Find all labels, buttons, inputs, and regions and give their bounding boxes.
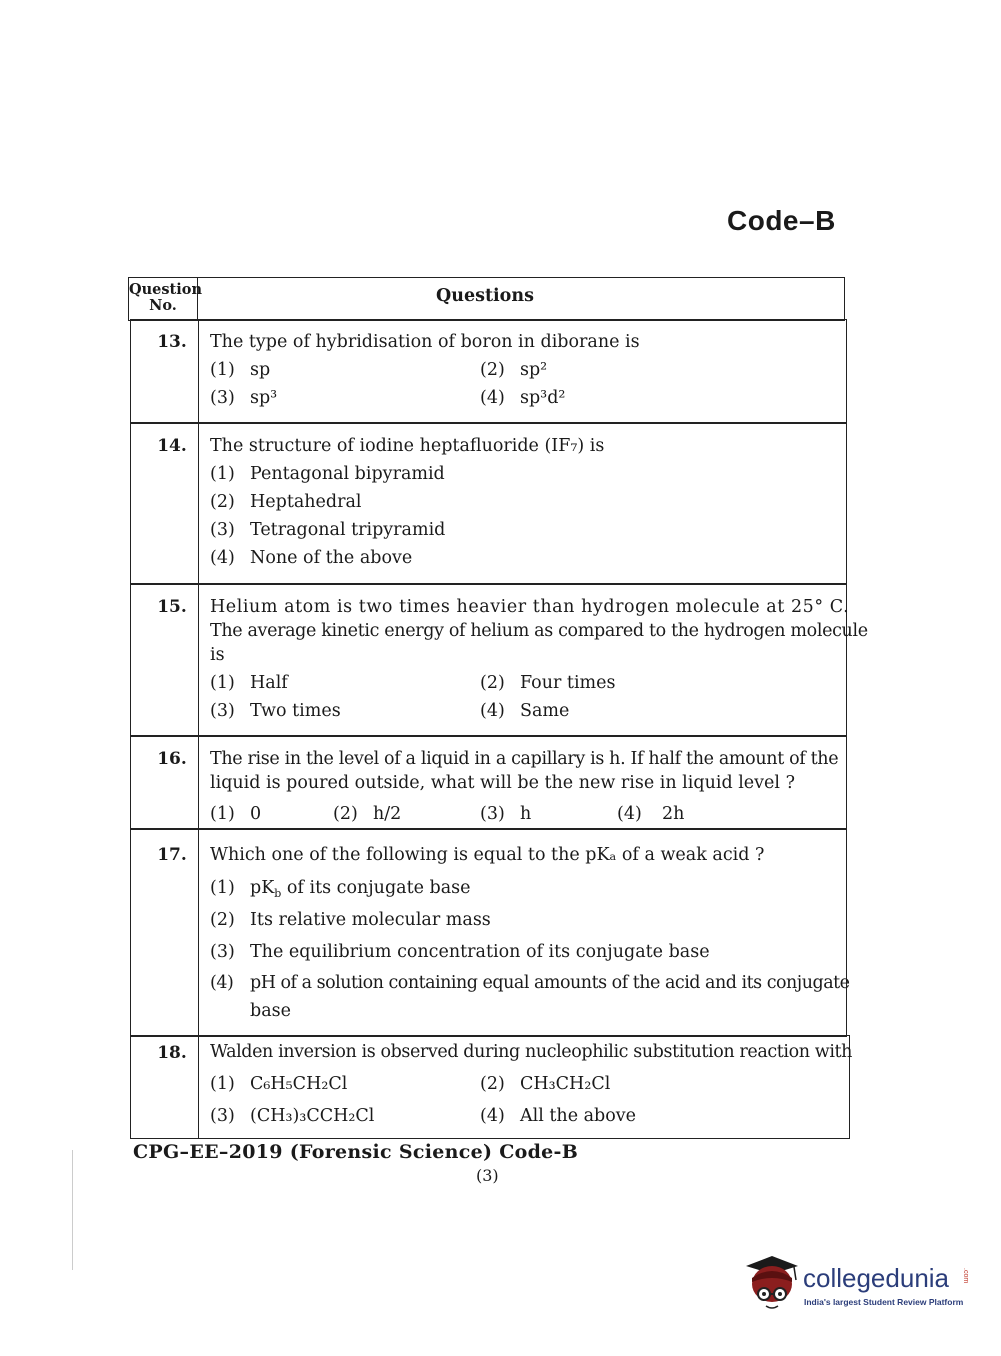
question-no-header — [129, 281, 202, 314]
option: (2) Its relative molecular mass — [210, 910, 491, 930]
scan-artifact — [72, 1150, 73, 1270]
option: (2) Four times — [480, 673, 616, 693]
option: (4) 2h — [617, 804, 685, 824]
footer-title: CPG–EE–2019 (Forensic Science) Code-B — [133, 1141, 579, 1163]
question-text: The structure of iodine heptafluoride (IF₇) is — [210, 436, 605, 456]
option: (4) Same — [480, 701, 570, 721]
question-number: 15. — [157, 597, 187, 617]
option: (3) sp³ — [210, 388, 278, 408]
option-continuation: base — [250, 1001, 291, 1021]
question-no-header-line1: Question — [129, 281, 202, 298]
option: (3) Tetragonal tripyramid — [210, 520, 446, 540]
option: (2) Heptahedral — [210, 492, 362, 512]
option: (3) The equilibrium concentration of its conjugate base — [210, 942, 710, 962]
question-text-line: is — [210, 645, 225, 665]
option: (1) sp — [210, 360, 271, 380]
question-text-line: liquid is poured outside, what will be the new rise in liquid level ? — [210, 773, 795, 793]
logo-tagline: India's largest Student Review Platform — [804, 1297, 964, 1307]
question-number: 18. — [157, 1043, 187, 1063]
option: (2) sp² — [480, 360, 548, 380]
option: (4) sp³d² — [480, 388, 566, 408]
option: (4) pH of a solution containing equal amounts of the acid and its conjugate — [210, 973, 850, 993]
option: (1) $pK_b$ of its conjugate base — [210, 878, 471, 900]
question-text: Which one of the following is equal to the pKₐ of a weak acid ? — [210, 845, 765, 865]
option: (1) Half — [210, 673, 288, 693]
questions-header: Questions — [436, 286, 534, 306]
option: (3) Two times — [210, 701, 341, 721]
page-number: (3) — [476, 1166, 499, 1185]
option: (3) h — [480, 804, 532, 824]
option: (2) h/2 — [333, 804, 402, 824]
question-no-header-line2: No. — [149, 297, 177, 314]
question-text-line: The average kinetic energy of helium as compared to the hydrogen molecule — [210, 621, 868, 641]
question-number: 16. — [157, 749, 187, 769]
option: (1) C₆H₅CH₂Cl — [210, 1074, 348, 1094]
question-number: 13. — [157, 332, 187, 352]
option: (4) None of the above — [210, 548, 413, 568]
question-text-line: The rise in the level of a liquid in a capillary is h. If half the amount of the — [210, 749, 839, 769]
option: (4) All the above — [480, 1106, 637, 1126]
question-text-line: Helium atom is two times heavier than hydrogen molecule at 25° C. — [210, 597, 850, 617]
question-text: Walden inversion is observed during nucleophilic substitution reaction with — [210, 1042, 853, 1062]
logo-wordmark: collegedunia — [803, 1263, 950, 1293]
logo-domain-suffix: .com — [962, 1268, 969, 1284]
question-text: The type of hybridisation of boron in diborane is — [210, 332, 640, 352]
exam-code-label: Code–B — [727, 205, 836, 236]
option: (1) 0 — [210, 804, 262, 824]
collegedunia-mascot-icon — [742, 1252, 804, 1314]
question-number: 17. — [157, 845, 187, 865]
option: (3) (CH₃)₃CCH₂Cl — [210, 1106, 375, 1126]
option: (1) Pentagonal bipyramid — [210, 464, 445, 484]
question-number: 14. — [157, 436, 187, 456]
option: (2) CH₃CH₂Cl — [480, 1074, 611, 1094]
